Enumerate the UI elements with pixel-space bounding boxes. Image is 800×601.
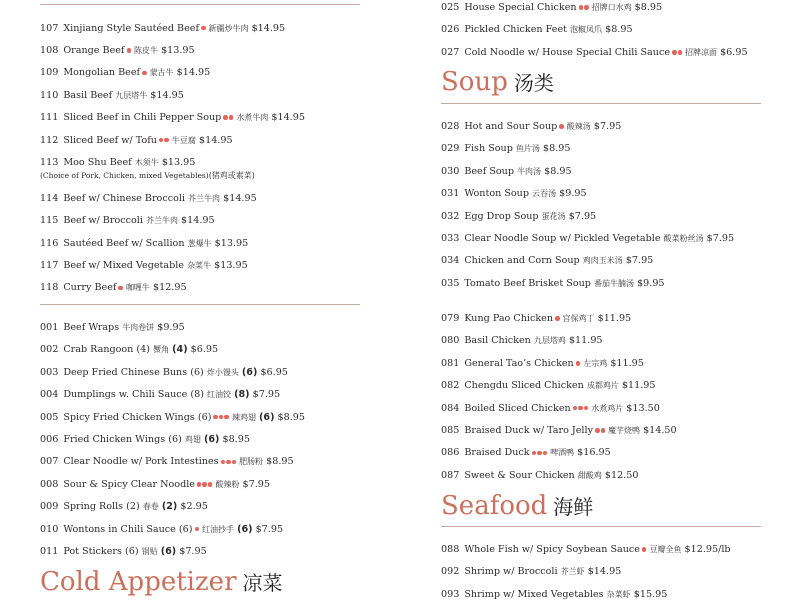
- item-price: $13.50: [626, 402, 660, 414]
- item-name: Sliced Beef w/ Tofu: [63, 134, 157, 146]
- clipped-row: [441, 298, 621, 302]
- item-name-cn: 牛肉卷饼: [122, 323, 155, 332]
- menu-item: [441, 2, 662, 14]
- item-price: $9.95: [157, 322, 185, 333]
- item-price: $14.95: [223, 192, 257, 204]
- item-price: $7.95: [252, 389, 281, 401]
- item-name: Fried Chicken Wings (6): [63, 434, 182, 445]
- item-name: Boiled Sliced Chicken: [464, 402, 571, 414]
- item-quantity: (2): [161, 501, 178, 513]
- item-price: $7.95: [568, 210, 597, 222]
- item-number: 111: [40, 112, 59, 124]
- chili-icon: [127, 45, 133, 57]
- item-price: $13.95: [214, 237, 249, 249]
- item-price: $14.95: [150, 89, 184, 101]
- item-quantity: (6): [203, 434, 220, 445]
- item-number: 031: [441, 188, 460, 200]
- item-number: 027: [441, 46, 460, 58]
- item-quantity: (6): [241, 366, 258, 378]
- item-name: Braised Duck w/ Taro Jelly: [464, 425, 593, 436]
- chili-icon: [595, 425, 606, 437]
- item-name: Beef w/ Chinese Broccoli: [63, 192, 185, 204]
- item-name: Spring Rolls (2): [63, 501, 140, 513]
- item-number: 079: [441, 313, 460, 324]
- item-name: Chengdu Sliced Chicken: [464, 380, 584, 392]
- item-price: $8.95: [542, 143, 571, 155]
- item-name: Whole Fish w/ Spicy Soybean Sauce: [464, 544, 640, 555]
- item-price: $15.95: [633, 588, 668, 600]
- item-name-cn: 杂菜虾: [606, 589, 631, 599]
- item-price: $14.95: [176, 67, 211, 79]
- item-name-cn: 鸡肉玉米汤: [582, 256, 623, 266]
- chili-icon: [159, 135, 170, 147]
- item-name-cn: 魔芋烧鸭: [608, 426, 640, 435]
- item-name: Pickled Chicken Feet: [464, 24, 567, 36]
- item-price: $13.95: [161, 156, 196, 168]
- cold-appetizer-title: [40, 567, 283, 598]
- menu-item: [441, 358, 644, 370]
- item-quantity: (4): [172, 344, 188, 356]
- cold-appetizer-title-cn: 凉菜: [242, 571, 283, 595]
- item-name: Shrimp w/ Broccoli: [464, 566, 558, 578]
- item-number: 118: [40, 282, 59, 294]
- item-number: 110: [40, 89, 59, 101]
- menu-item: [40, 112, 305, 124]
- menu-item: [441, 211, 596, 223]
- item-name-cn: 咖喱牛: [125, 283, 150, 293]
- item-price: $8.95: [544, 165, 572, 177]
- menu-item: [40, 238, 248, 250]
- menu-item: [40, 367, 288, 379]
- item-name-cn: 芥兰牛肉: [145, 216, 178, 226]
- moo-shu-note: [40, 171, 255, 181]
- menu-item: [441, 425, 677, 437]
- menu-item: [40, 193, 257, 205]
- menu-item: [40, 344, 218, 356]
- item-number: 093: [441, 588, 460, 600]
- item-price: $7.95: [593, 121, 622, 132]
- item-number: 112: [40, 134, 59, 146]
- item-price: $14.95: [181, 215, 215, 227]
- item-number: 006: [40, 434, 59, 445]
- item-number: 113: [40, 156, 59, 168]
- item-price: $7.95: [706, 233, 735, 244]
- seafood-title-text: Seafood: [441, 491, 548, 521]
- item-name-cn: 左宗鸡: [583, 358, 608, 368]
- menu-item: [441, 335, 603, 347]
- item-name: Spicy Fried Chicken Wings (6): [63, 411, 212, 423]
- chili-icon: [197, 479, 214, 491]
- menu-item: [40, 67, 210, 79]
- item-name-cn: 水煮鸡片: [591, 403, 624, 413]
- item-name-cn: 宫保鸡丁: [562, 314, 595, 323]
- item-number: 107: [40, 22, 59, 34]
- item-number: 010: [40, 523, 59, 535]
- item-number: 032: [441, 210, 460, 222]
- item-number: 004: [40, 389, 59, 401]
- item-name: Orange Beef: [63, 44, 125, 56]
- item-name-cn: 鱼片汤: [515, 144, 540, 154]
- menu-item: [441, 47, 748, 59]
- item-number: 005: [40, 411, 59, 423]
- item-price: $11.95: [568, 335, 603, 347]
- chili-icon: [195, 524, 201, 536]
- chili-icon: [642, 544, 648, 556]
- item-name-cn: 葱爆牛: [187, 238, 212, 248]
- item-quantity: (8): [234, 389, 250, 401]
- cold-appetizer-title-text: Cold Appetizer: [40, 567, 237, 597]
- item-name-cn: 杂菜牛: [187, 260, 212, 270]
- chili-icon: [576, 358, 582, 370]
- item-price: $11.95: [621, 380, 656, 392]
- item-name-cn: 啤酒鸭: [550, 448, 575, 458]
- chili-icon: [555, 313, 561, 325]
- menu-item: [40, 412, 305, 424]
- item-name-cn: 芥兰牛肉: [188, 193, 221, 203]
- chili-icon: [118, 282, 124, 294]
- item-name-cn: 春卷: [142, 502, 159, 512]
- seafood-rule: [441, 526, 761, 527]
- item-name-cn: 九层塔牛: [115, 90, 148, 100]
- item-number: 035: [441, 277, 460, 289]
- item-price: $12.50: [604, 469, 639, 481]
- seafood-title: [441, 491, 593, 522]
- item-quantity: (6): [160, 546, 177, 557]
- item-number: 025: [441, 2, 460, 13]
- item-quantity: (6): [237, 523, 253, 535]
- item-price: $13.95: [214, 259, 248, 271]
- menu-item: [40, 456, 294, 468]
- menu-item: [40, 23, 285, 35]
- moo-shu-note-text: (Choice of Pork, Chicken, mixed Vegetables): [40, 171, 209, 180]
- item-number: 007: [40, 456, 59, 468]
- item-name: General Tao’s Chicken: [464, 357, 574, 369]
- soup-title-text: Soup: [441, 67, 508, 97]
- menu-item: [441, 166, 572, 178]
- item-name: Beef Wraps: [63, 322, 120, 333]
- item-price: $13.95: [161, 44, 195, 56]
- item-name: Cold Noodle w/ House Special Chili Sauce: [464, 46, 671, 58]
- item-name: Crab Rangoon (4): [63, 344, 151, 356]
- item-price: $8.95: [634, 2, 663, 13]
- item-price: $8.95: [222, 434, 250, 445]
- top-rule-left: [40, 4, 360, 5]
- chili-icon: [142, 67, 148, 79]
- item-number: 108: [40, 44, 59, 56]
- item-name: Pot Stickers (6): [63, 546, 139, 557]
- item-name: Kung Pao Chicken: [464, 313, 554, 324]
- item-number: 081: [441, 357, 460, 369]
- chili-icon: [213, 412, 230, 424]
- menu-item: [441, 470, 638, 482]
- seafood-title-cn: 海鲜: [553, 495, 594, 519]
- moo-shu-note-cn: (猪鸡或素菜): [208, 171, 255, 180]
- item-number: 026: [441, 24, 460, 36]
- item-number: 082: [441, 380, 460, 392]
- item-name: Sour & Spicy Clear Noodle: [63, 478, 195, 490]
- item-name: Wontons in Chili Sauce (6): [63, 523, 193, 535]
- item-price: $14.95: [198, 134, 233, 146]
- item-price: $6.95: [260, 366, 288, 378]
- soup-title-cn: 汤类: [513, 71, 554, 95]
- menu-item: [40, 434, 250, 446]
- menu-item: [441, 24, 633, 36]
- item-name-cn: 水煮牛肉: [236, 113, 269, 123]
- item-number: 011: [40, 546, 59, 557]
- item-name-cn: 泡椒凤爪: [570, 25, 603, 35]
- item-number: 088: [441, 544, 460, 555]
- item-price: $8.95: [277, 411, 305, 423]
- item-name: Braised Duck: [464, 447, 530, 459]
- item-name-cn: 蟹角: [153, 345, 170, 355]
- item-name-cn: 牛肉汤: [517, 166, 542, 176]
- menu-item: [40, 135, 233, 147]
- item-price: $12.95/lb: [684, 544, 731, 555]
- item-name-cn: 肥肠粉: [239, 457, 264, 467]
- item-name: Egg Drop Soup: [464, 210, 539, 222]
- item-name-cn: 豆瓣全鱼: [649, 545, 682, 554]
- menu-item: [40, 45, 195, 57]
- item-number: 009: [40, 501, 59, 513]
- item-name-cn: 酸辣粉: [215, 479, 240, 489]
- item-name: Sautéed Beef w/ Scallion: [63, 237, 185, 249]
- menu-item: [441, 380, 655, 392]
- item-name: Dumplings w. Chili Sauce (8): [63, 389, 204, 401]
- menu-item: [40, 157, 195, 169]
- item-number: 008: [40, 478, 59, 490]
- menu-item: [441, 255, 653, 267]
- item-price: $14.50: [643, 425, 677, 436]
- menu-item: [40, 322, 185, 334]
- item-name: Shrimp w/ Mixed Vegetables: [464, 588, 604, 600]
- menu-item: [40, 501, 208, 513]
- item-number: 030: [441, 165, 460, 177]
- item-name: Wonton Soup: [464, 188, 530, 200]
- item-name: Beef w/ Broccoli: [63, 215, 143, 227]
- item-name: Deep Fried Chinese Buns (6): [63, 366, 204, 378]
- chili-icon: [532, 447, 549, 459]
- section-rule-left: [40, 304, 360, 305]
- item-number: 029: [441, 143, 460, 155]
- item-name: Basil Chicken: [464, 335, 531, 347]
- item-price: $9.95: [559, 188, 587, 200]
- item-price: $6.95: [190, 344, 219, 356]
- menu-item: [441, 313, 631, 325]
- chili-icon: [573, 403, 590, 415]
- item-name-cn: 锅贴: [141, 547, 158, 556]
- menu-item: [441, 188, 587, 200]
- item-quantity: (6): [259, 411, 275, 423]
- menu-item: [40, 524, 283, 536]
- item-number: 117: [40, 259, 59, 271]
- menu-item: [441, 233, 734, 245]
- item-price: $7.95: [242, 478, 270, 490]
- item-name: Beef w/ Mixed Vegetable: [63, 259, 184, 271]
- item-name-cn: 酸菜粉丝汤: [663, 234, 704, 243]
- item-number: 114: [40, 192, 59, 204]
- item-price: $14.95: [251, 22, 286, 34]
- item-name-cn: 鸡翅: [184, 435, 201, 444]
- menu-item: [441, 447, 611, 459]
- menu-item: [40, 389, 280, 401]
- item-name-cn: 辣鸡翅: [231, 412, 256, 422]
- menu-item: [441, 544, 731, 556]
- item-name: Beef Soup: [464, 165, 514, 177]
- item-name: Sweet & Sour Chicken: [464, 469, 575, 481]
- item-price: $11.95: [610, 357, 644, 369]
- item-number: 002: [40, 344, 59, 356]
- item-number: 115: [40, 215, 59, 227]
- item-number: 085: [441, 425, 460, 436]
- item-price: $7.95: [179, 546, 207, 557]
- chili-icon: [221, 456, 238, 468]
- item-price: $7.95: [255, 523, 284, 535]
- item-number: 001: [40, 322, 59, 333]
- menu-item: [441, 121, 621, 133]
- soup-title: [441, 67, 554, 98]
- item-name-cn: 炸小馒头: [206, 367, 239, 377]
- menu-item: [40, 215, 215, 227]
- item-name: Curry Beef: [63, 282, 117, 294]
- item-name-cn: 牛豆腐: [171, 135, 196, 145]
- menu-item: [441, 278, 665, 290]
- item-price: $12.95: [153, 282, 187, 294]
- item-name: Mongolian Beef: [63, 67, 141, 79]
- menu-item: [441, 566, 621, 578]
- menu-item: [441, 403, 660, 415]
- item-price: $2.95: [180, 501, 208, 513]
- item-price: $8.95: [605, 24, 633, 36]
- item-price: $14.95: [271, 112, 305, 124]
- item-name: Clear Noodle Soup w/ Pickled Vegetable: [464, 233, 661, 244]
- item-number: 086: [441, 447, 460, 459]
- item-price: $9.95: [637, 277, 665, 289]
- soup-rule: [441, 103, 761, 104]
- item-number: 033: [441, 233, 460, 244]
- item-name-cn: 番茄牛腩汤: [594, 278, 634, 288]
- item-name-cn: 新疆炒牛肉: [208, 23, 249, 33]
- item-price: $8.95: [266, 456, 294, 468]
- item-number: 084: [441, 402, 460, 414]
- item-price: $6.95: [720, 46, 748, 58]
- menu-item: [40, 90, 184, 102]
- item-number: 034: [441, 255, 460, 267]
- item-name-cn: 芥兰虾: [560, 567, 585, 577]
- item-name: Sliced Beef in Chili Pepper Soup: [63, 112, 222, 124]
- item-price: $7.95: [625, 255, 654, 267]
- item-name-cn: 云吞汤: [532, 189, 557, 199]
- item-name-cn: 红油抄手: [202, 524, 234, 534]
- item-name-cn: 蒙古牛: [149, 68, 174, 78]
- item-name-cn: 九层塔鸡: [533, 336, 566, 346]
- item-name: Moo Shu Beef: [63, 156, 132, 168]
- item-name: Hot and Sour Soup: [464, 121, 558, 132]
- item-number: 087: [441, 469, 460, 481]
- item-price: $11.95: [597, 313, 632, 324]
- menu-item: [40, 546, 207, 558]
- item-number: 116: [40, 237, 59, 249]
- chili-icon: [579, 2, 590, 14]
- chili-icon: [672, 47, 683, 59]
- item-price: $16.95: [577, 447, 611, 459]
- menu-item: [40, 282, 187, 294]
- menu-item: [441, 143, 570, 155]
- chili-icon: [559, 121, 565, 133]
- chili-icon: [223, 112, 234, 124]
- item-name-cn: 成都鸡片: [586, 381, 619, 391]
- item-name: Basil Beef: [63, 89, 113, 101]
- item-number: 028: [441, 121, 460, 132]
- item-name-cn: 陈皮牛: [134, 45, 158, 55]
- item-name-cn: 招牌凉面: [685, 47, 718, 57]
- item-name-cn: 木须牛: [134, 157, 159, 167]
- menu-item: [40, 260, 248, 272]
- item-name: Fish Soup: [464, 143, 513, 155]
- item-name: House Special Chicken: [464, 2, 577, 13]
- item-name-cn: 红油饺: [207, 390, 232, 400]
- item-number: 109: [40, 67, 59, 79]
- item-name-cn: 甜酸鸡: [577, 470, 602, 480]
- menu-item: [441, 589, 667, 601]
- item-name: Clear Noodle w/ Pork Intestines: [63, 456, 219, 468]
- item-name-cn: 酸辣汤: [566, 122, 591, 131]
- chili-icon: [201, 23, 207, 35]
- item-number: 003: [40, 366, 59, 378]
- item-number: 080: [441, 335, 460, 347]
- item-name-cn: 招牌口水鸡: [591, 3, 632, 12]
- item-price: $14.95: [587, 566, 622, 578]
- item-name: Chicken and Corn Soup: [464, 255, 580, 267]
- item-number: 092: [441, 566, 460, 578]
- item-name: Tomato Beef Brisket Soup: [464, 277, 591, 289]
- menu-item: [40, 479, 270, 491]
- item-name-cn: 蛋花汤: [541, 211, 566, 221]
- item-name: Xinjiang Style Sautéed Beef: [63, 22, 199, 34]
